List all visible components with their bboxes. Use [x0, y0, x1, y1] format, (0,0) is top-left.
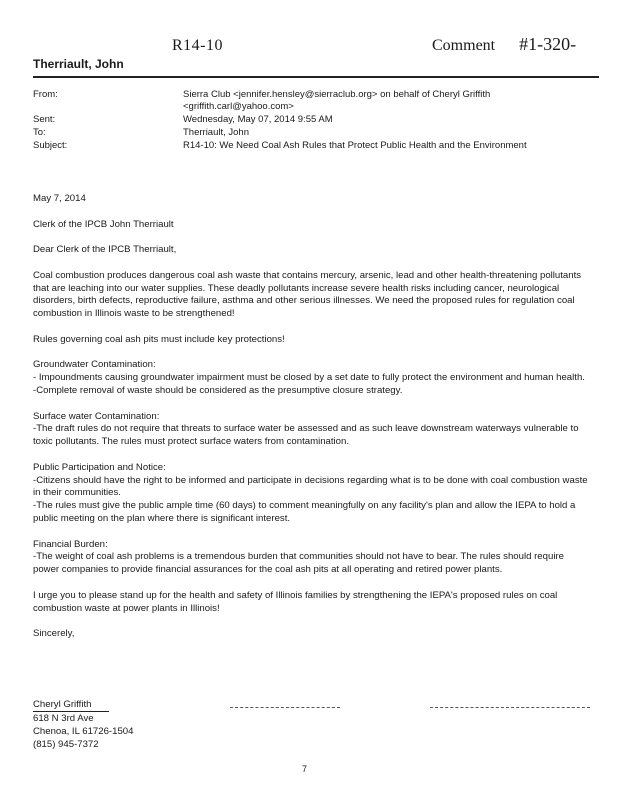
- comment-number: #1-320-: [519, 34, 577, 54]
- redaction-line: [230, 707, 340, 708]
- financial-point-1: -The weight of coal ash problems is a tremendous burden that communities should not have to bear. The rules should require power companies to provide financial assurances for the coal ash pits at all operating and retired power plants.: [33, 551, 564, 576]
- mailbox-owner-name: Therriault, John: [33, 57, 124, 71]
- participation-title: Public Participation and Notice:: [33, 461, 166, 473]
- valediction: Sincerely,: [33, 628, 75, 640]
- participation-point-1: -Citizens should have the right to be informed and participate in decisions regarding what is to be done with coal combustion waste in their communities.: [33, 474, 588, 499]
- groundwater-point-1: - Impoundments causing groundwater impairment must be closed by a set date to fully protect the environment and human health.: [33, 372, 585, 384]
- participation-point-2: -The rules must give the public ample time (60 days) to comment meaningfully on any facility's plan and allow the IEPA to hold a public meeting on the plan where there is significant interest.: [33, 500, 576, 524]
- page-number: 7: [302, 764, 308, 774]
- groundwater-title: Groundwater Contamination:: [33, 359, 156, 371]
- signature-name: Cheryl Griffith: [33, 698, 109, 712]
- comment-label: Comment: [432, 37, 496, 54]
- to-row: [33, 127, 593, 139]
- signature-phone: (815) 945-7372: [33, 739, 99, 750]
- letter-addressee: Clerk of the IPCB John Therriault: [33, 218, 174, 230]
- header-divider: [33, 76, 599, 78]
- redaction-line: [430, 707, 590, 708]
- signature-street: 618 N 3rd Ave: [33, 713, 94, 724]
- financial-section: [33, 539, 591, 577]
- surface-title: Surface water Contamination:: [33, 410, 160, 422]
- to-label: To:: [33, 127, 46, 138]
- subject-label: Subject:: [33, 140, 68, 151]
- from-label: From:: [33, 89, 58, 100]
- surface-section: [33, 411, 591, 449]
- groundwater-point-2: -Complete removal of waste should be considered as the presumptive closure strategy.: [33, 384, 403, 396]
- signature-block: [33, 698, 133, 751]
- closing-paragraph: I urge you to please stand up for the health and safety of Illinois families by strengthening the IEPA's proposed rules on coal combustion waste at power plants in Illinois!: [33, 589, 558, 614]
- docket-stamp: R14-10: [172, 37, 223, 54]
- surface-point-1: -The draft rules do not require that threats to surface water be assessed and as such leave downstream waterways vulnerable to toxic pollutants. The rules must protect surface waters from contamination.: [33, 423, 579, 448]
- letter-body: [33, 193, 591, 654]
- subject-row: [33, 140, 593, 152]
- letter-date: May 7, 2014: [33, 193, 86, 204]
- sent-label: Sent:: [33, 114, 56, 125]
- groundwater-section: [33, 359, 591, 397]
- to-value: Therriault, John: [183, 127, 250, 138]
- rules-intro: Rules governing coal ash pits must include key protections!: [33, 333, 285, 345]
- sent-row: [33, 114, 593, 126]
- from-value-line1: Sierra Club <jennifer.hensley@sierraclub.org> on behalf of Cheryl Griffith: [183, 89, 491, 100]
- financial-title: Financial Burden:: [33, 538, 108, 550]
- letter-salutation: Dear Clerk of the IPCB Therriault,: [33, 244, 177, 256]
- from-value-line2: <griffith.carl@yahoo.com>: [183, 101, 294, 113]
- participation-section: [33, 462, 591, 526]
- from-row: [33, 89, 593, 114]
- sent-value: Wednesday, May 07, 2014 9:55 AM: [183, 114, 333, 125]
- signature-city: Chenoa, IL 61726-1504: [33, 726, 134, 737]
- comment-stamp: [432, 33, 576, 57]
- subject-value: R14-10: We Need Coal Ash Rules that Protect Public Health and the Environment: [183, 140, 527, 151]
- intro-paragraph: Coal combustion produces dangerous coal ash waste that contains mercury, arsenic, lead and other health-threatening pollutants that are leaching into our water supplies. These deadly pollutants increase severe health risks including cancer, neurological disorders, birth defects, reproductive failure, asthma and other serious illnesses. We need the proposed rules for regulation coal combustion in Illinois waste to be strengthened!: [33, 269, 582, 320]
